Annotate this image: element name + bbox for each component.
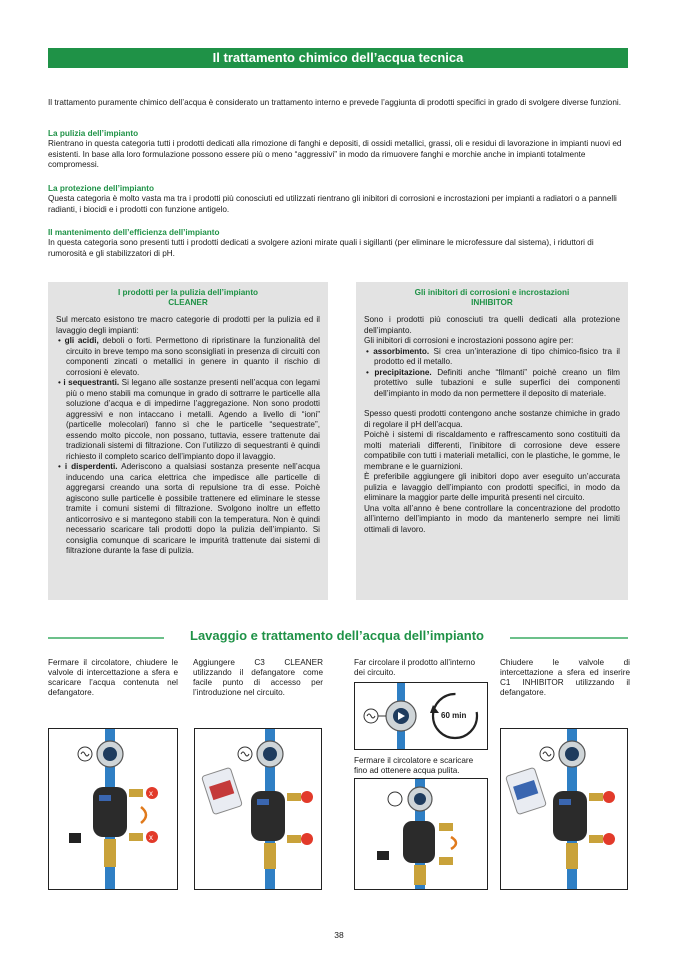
washing-title: Lavaggio e trattamento dell’acqua dell’impianto: [190, 628, 484, 643]
svg-text:x: x: [149, 789, 153, 798]
cleaner-title-line1: I prodotti per la pulizia dell’impianto: [117, 288, 259, 297]
closed-valve-icon: [603, 791, 615, 803]
flush-drain-illustration: [355, 779, 487, 889]
section-text: In questa categoria sono presenti tutti i prodotti dedicati a svolgere azioni mirate quali i sigillanti (per eliminare le microfessure dal sistema), i riduttori di rumorosità e gli stabilizzatori di pH.: [48, 238, 594, 258]
inhibitor-item: • precipitazione. Definiti anche “filmanti” poichè creano un film protettivo sulle tubazioni e sulle superfici dei componenti dell’impianto in modo da non permettere il deposito di materiale.: [366, 367, 620, 398]
page-title: Il trattamento chimico dell’acqua tecnica: [48, 48, 628, 68]
item-term: i sequestranti.: [63, 378, 120, 387]
closed-valve-icon: [301, 791, 313, 803]
section-heading: La pulizia dell’impianto: [48, 129, 139, 138]
item-term: gli acidi,: [64, 336, 99, 345]
section-protection: [48, 184, 630, 215]
intro-paragraph: Il trattamento puramente chimico dell’acqua è considerato un trattamento interno e prevede l’aggiunta di prodotti specifici in grado di svolgere diverse funzioni.: [48, 98, 621, 107]
ball-valve-icon: [589, 835, 603, 843]
inhibitor-intro2: Gli inibitori di corrosioni e incrostazioni possono agire per:: [364, 336, 574, 345]
cleaner-intro: Sul mercato esistono tre macro categorie di prodotti per la pulizia ed il lavaggio degli impianti:: [56, 315, 320, 335]
inhibitor-item: • assorbimento. Si crea un’interazione di tipo chimico-fisico tra il prodotto ed il metallo.: [366, 346, 620, 366]
circulation-panel: [354, 682, 488, 750]
cleaner-title-line2: CLEANER: [168, 297, 208, 307]
title-rule-right: [510, 637, 628, 639]
step-2-text: Aggiungere C3 CLEANER utilizzando il defangatore come facile punto di accesso per l’introduzione nel circuito.: [193, 658, 323, 697]
closed-valve-icon: [603, 833, 615, 845]
title-rule-left: [48, 637, 164, 639]
cleaner-box: [48, 282, 328, 600]
page-number: 38: [334, 930, 344, 940]
ball-valve-icon: [439, 857, 453, 865]
drain-key-icon: [377, 851, 389, 860]
cleaner-item: • gli acidi, deboli o forti. Permettono di ripristinare la funzionalità del circuito in breve tempo ma sono sconsigliati in presenza di circuiti con componenti zincati o metallici in genere in quanto il rischio di corrosioni è elevato.: [58, 336, 320, 377]
inhibitor-para: Una volta all’anno è bene controllare la concentrazione del prodotto all’interno dell’impianto in modo da mantenerlo sempre nei limiti ottimali di lavoro.: [364, 503, 620, 534]
dirt-separator-icon: [251, 791, 285, 841]
dirt-separator-drain-illustration: [49, 729, 177, 889]
drain-valve-icon: [566, 843, 578, 869]
cleaner-box-title: [56, 288, 320, 307]
step-3b-illustration: [354, 778, 488, 890]
ball-valve-icon: [129, 833, 143, 841]
ball-valve-icon: [589, 793, 603, 801]
inhibitor-title-line1: Gli inibitori di corrosioni e incrostazioni: [414, 288, 570, 297]
item-term: precipitazione.: [374, 367, 432, 377]
inhibitor-box-title: [364, 288, 620, 307]
section-cleaning: [48, 129, 630, 171]
circulation-illustration: [355, 683, 487, 749]
cleaner-item: • i sequestranti. Si legano alle sostanze presenti nell’acqua con legami più o meno stabili ma comunque in grado di sottrarre le particelle alla soluzione d’acqua e di impedirne l’aggregazione. Non sono prodotti aggressivi e non intaccano i metalli. Agendo a livello di “ioni” (particelle molecolari) fanno sì che le particelle “sequestrate”, essendo molto piccole, non possano, tuttavia, essere trattenute dai tradizionali sistemi di filtrazione. Con l’utilizzo di sequestranti è quindi richiesto il completo scarico dell’impianto dopo il lavaggio.: [58, 378, 320, 461]
drain-valve-icon: [104, 839, 116, 867]
step-2-illustration: [194, 728, 322, 890]
step-4-illustration: [500, 728, 628, 890]
step-1-illustration: [48, 728, 178, 890]
inhibitor-injection-illustration: [501, 729, 627, 889]
timer-label: 60 min: [441, 711, 467, 720]
item-text: deboli o forti. Permettono di ripristinare la funzionalità del circuito in breve tempo ma sono sconsigliati in presenza di circuiti con componenti zincati o metallici in genere in quanto il rischio di corrosioni è elevato.: [66, 336, 320, 377]
step-3-text: Far circolare il prodotto all’interno dei circuito.: [354, 658, 476, 677]
section-heading: Il mantenimento dell’efficienza dell’impianto: [48, 228, 220, 237]
step-3b-text: Fermare il circolatore e scaricare fino ad ottenere acqua pulita.: [354, 756, 474, 775]
section-text: Questa categoria è molto vasta ma tra i prodotti più conosciuti ed utilizzati rientrano gli inibitori di corrosioni e incrostazioni per impianti a radiatori o a pannelli radianti, i biocidi e i prodotti con funzione antigelo.: [48, 194, 617, 214]
ball-valve-icon: [287, 793, 301, 801]
section-text: Rientrano in questa categoria tutti i prodotti dedicati alla rimozione di fanghi e depositi, di ossidi metallici, grassi, oli e residui di lavorazione in impianti nuovi ed esistenti. In base alla loro formulazione possono essere più o meno “aggressivi” in modo da rimuovere fanghi e morchie anche in impianti totalmente compromessi.: [48, 139, 622, 170]
dirt-separator-icon: [403, 821, 435, 863]
item-text: Si crea un’interazione di tipo chimico-fisico tra il prodotto ed il metallo.: [374, 346, 620, 366]
drain-key-icon: [69, 833, 81, 843]
item-text: Aderiscono a qualsiasi sostanza presente nell’acqua inducendo una carica elettrica che impedisce alle particelle di aggregarsi creando una sorta di repulsione tra di esse. Poichè agiscono sulle particelle è possibile trattenere ed eliminare le stesse tramite i comuni sistemi di filtrazione. Svolgono inoltre un effetto anticorrosivo e si mantegono stabili con la temperatura. Non è quindi necessario scaricare tali prodotti dopo la pulizia dell’impianto. Si consiglia comunque di scaricare le impurità trattenute dai sistemi di filtrazione durante la fase di pulizia.: [66, 462, 320, 555]
step-1-text: Fermare il circolatore, chiudere le valvole di intercettazione a sfera e scaricare l’acqua contenuta nel defangatore.: [48, 658, 178, 697]
step-4-text: Chiudere le valvole di intercettazione a sfera ed inserire C1 INHIBITOR utilizzando il defangatore.: [500, 658, 630, 697]
drain-valve-icon: [264, 843, 276, 869]
dirt-separator-icon: [553, 791, 587, 841]
rotation-arrow-icon: [141, 807, 146, 823]
inhibitor-intro1: Sono i prodotti più conosciuti tra quelli dedicati alla protezione dell’impianto.: [364, 315, 620, 335]
item-term: assorbimento.: [373, 346, 430, 356]
drain-valve-icon: [414, 865, 426, 885]
rotation-arrow-icon: [451, 837, 456, 849]
inhibitor-box: [356, 282, 628, 600]
item-text: Definiti anche “filmanti” poichè creano un film protettivo sulle tubazioni e sulle superfici dei componenti dell’impianto in modo da non permettere il deposito di materiale.: [374, 367, 620, 398]
section-heading: La protezione dell’impianto: [48, 184, 154, 193]
dirt-separator-icon: [93, 787, 127, 837]
section-maintenance: [48, 228, 630, 259]
inhibitor-para: Spesso questi prodotti contengono anche sostanze chimiche in grado di regolare il pH dell’acqua.: [364, 409, 620, 429]
ball-valve-icon: [129, 789, 143, 797]
inhibitor-para: Poichè i sistemi di riscaldamento e raffrescamento sono costituiti da molti materiali differenti, l’inibitore di corrosione deve essere compatibile con tutti i materiali metallici, con le plastiche, le gomme, le membrane e le guarnizioni.: [364, 430, 620, 471]
ball-valve-icon: [287, 835, 301, 843]
power-icon: [388, 792, 402, 806]
cleaner-item: • i disperdenti. Aderiscono a qualsiasi sostanza presente nell’acqua inducendo una carica elettrica che impedisce alle particelle di aggregarsi creando una sorta di repulsione tra di esse. Poichè agiscono sulle particelle è possibile trattenere ed eliminare le stesse tramite i comuni sistemi di filtrazione. Svolgono inoltre un effetto anticorrosivo e si mantegono stabili con la temperatura. Non è quindi necessario scaricare tali prodotti dopo la pulizia dell’impianto. Si consiglia comunque di scaricare le impurità trattenute dai sistemi di filtrazione durante la fase di pulizia.: [58, 462, 320, 555]
svg-text:x: x: [149, 833, 153, 842]
inhibitor-title-line2: INHIBITOR: [471, 297, 513, 307]
ball-valve-icon: [439, 823, 453, 831]
closed-valve-icon: [301, 833, 313, 845]
item-term: i disperdenti.: [64, 462, 118, 471]
inhibitor-para: È preferibile aggiungere gli inibitori dopo aver eseguito un’accurata pulizia e lavaggio dell’impianto con prodotti specifici, in modo da eliminare la maggior parte delle impurità presenti nel circuito.: [364, 472, 620, 502]
cleaner-injection-illustration: [195, 729, 321, 889]
item-text: Si legano alle sostanze presenti nell’acqua con legami più o meno stabili ma comunque in grado di sottrarre le particelle alla soluzione d’acqua e di impedirne l’aggregazione. Non sono prodotti aggressivi e non intaccano i metalli. Agendo a livello di “ioni” (particelle molecolari) fanno sì che le particelle “sequestrate”, essendo molto piccole, non possano, tuttavia, essere trattenute dai tradizionali sistemi di filtrazione. Con l’utilizzo di sequestranti è quindi richiesto il completo scarico dell’impianto dopo il lavaggio.: [66, 378, 320, 461]
